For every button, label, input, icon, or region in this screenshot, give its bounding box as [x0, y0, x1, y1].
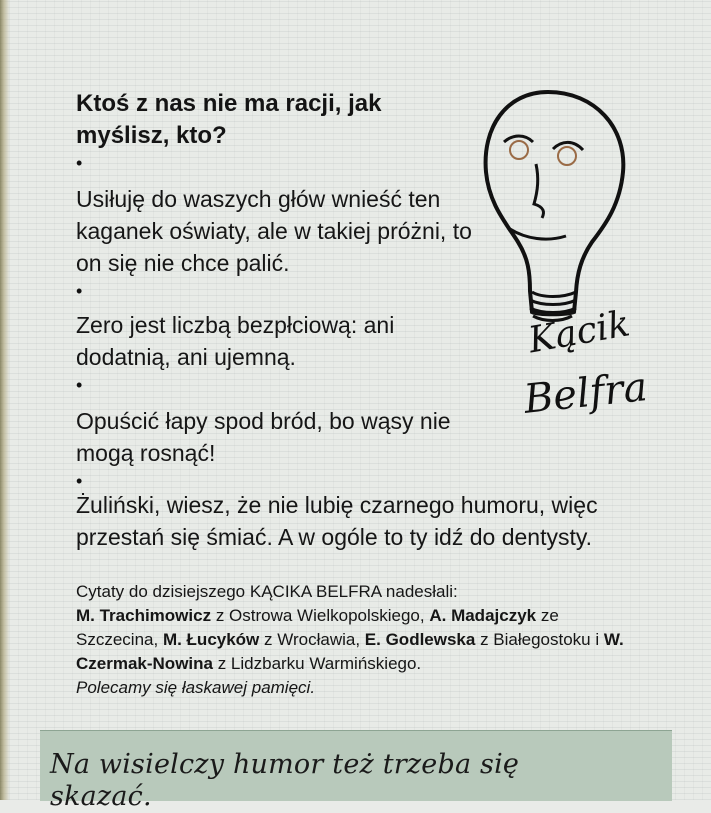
- credits: [76, 580, 636, 700]
- credit-name-4: E. Godlewska: [364, 630, 476, 649]
- corner-logo-text: [521, 303, 650, 434]
- credits-intro: Cytaty do dzisiejszego KĄCIKA BELFRA nadesłali:: [76, 582, 458, 601]
- quote-2: Zero jest liczbą bezpłciową: ani dodatnią, ani ujemną.: [76, 312, 395, 370]
- quote-4: Żuliński, wiesz, że nie lubię czarnego humoru, więc przestań się śmiać. A w ogóle to ty idź do dentysty.: [76, 492, 598, 550]
- bullet: •: [76, 281, 83, 301]
- credit-place-3: z Wrocławia,: [259, 630, 365, 649]
- left-edge-stripe: [0, 0, 10, 800]
- credit-name-3: M. Łucyków: [162, 630, 260, 649]
- credit-name-5: W. Czermak-Nowina: [76, 630, 624, 673]
- bullet: •: [76, 471, 83, 491]
- credits-closing: Polecamy się łaskawej pamięci.: [76, 678, 316, 697]
- bullet: •: [76, 375, 83, 395]
- quote-1: Usiłuję do waszych głów wnieść ten kaganek oświaty, ale w takiej próżni, to on się nie chce palić.: [76, 186, 472, 276]
- credit-name-1: M. Trachimowicz: [76, 606, 212, 625]
- credit-place-5: z Lidzbarku Warmińskiego.: [212, 654, 422, 673]
- credit-place-4: z Białegostoku i: [475, 630, 604, 649]
- credit-name-2: A. Madajczyk: [429, 606, 537, 625]
- bottom-banner-text: Na wisielczy humor też trzeba się skazać.: [50, 749, 520, 812]
- bullet: •: [76, 153, 83, 173]
- quote-3: Opuścić łapy spod bród, bo wąsy nie mogą rosnąć!: [76, 408, 451, 466]
- credit-place-2: ze Szczecina,: [76, 606, 559, 649]
- article-title: Ktoś z nas nie ma racji, jak myślisz, kto?: [76, 90, 382, 149]
- logo-word-2: Belfra: [521, 364, 650, 423]
- credit-place-1: z Ostrowa Wielkopolskiego,: [211, 606, 430, 625]
- logo-word-1: Kącik: [525, 303, 633, 362]
